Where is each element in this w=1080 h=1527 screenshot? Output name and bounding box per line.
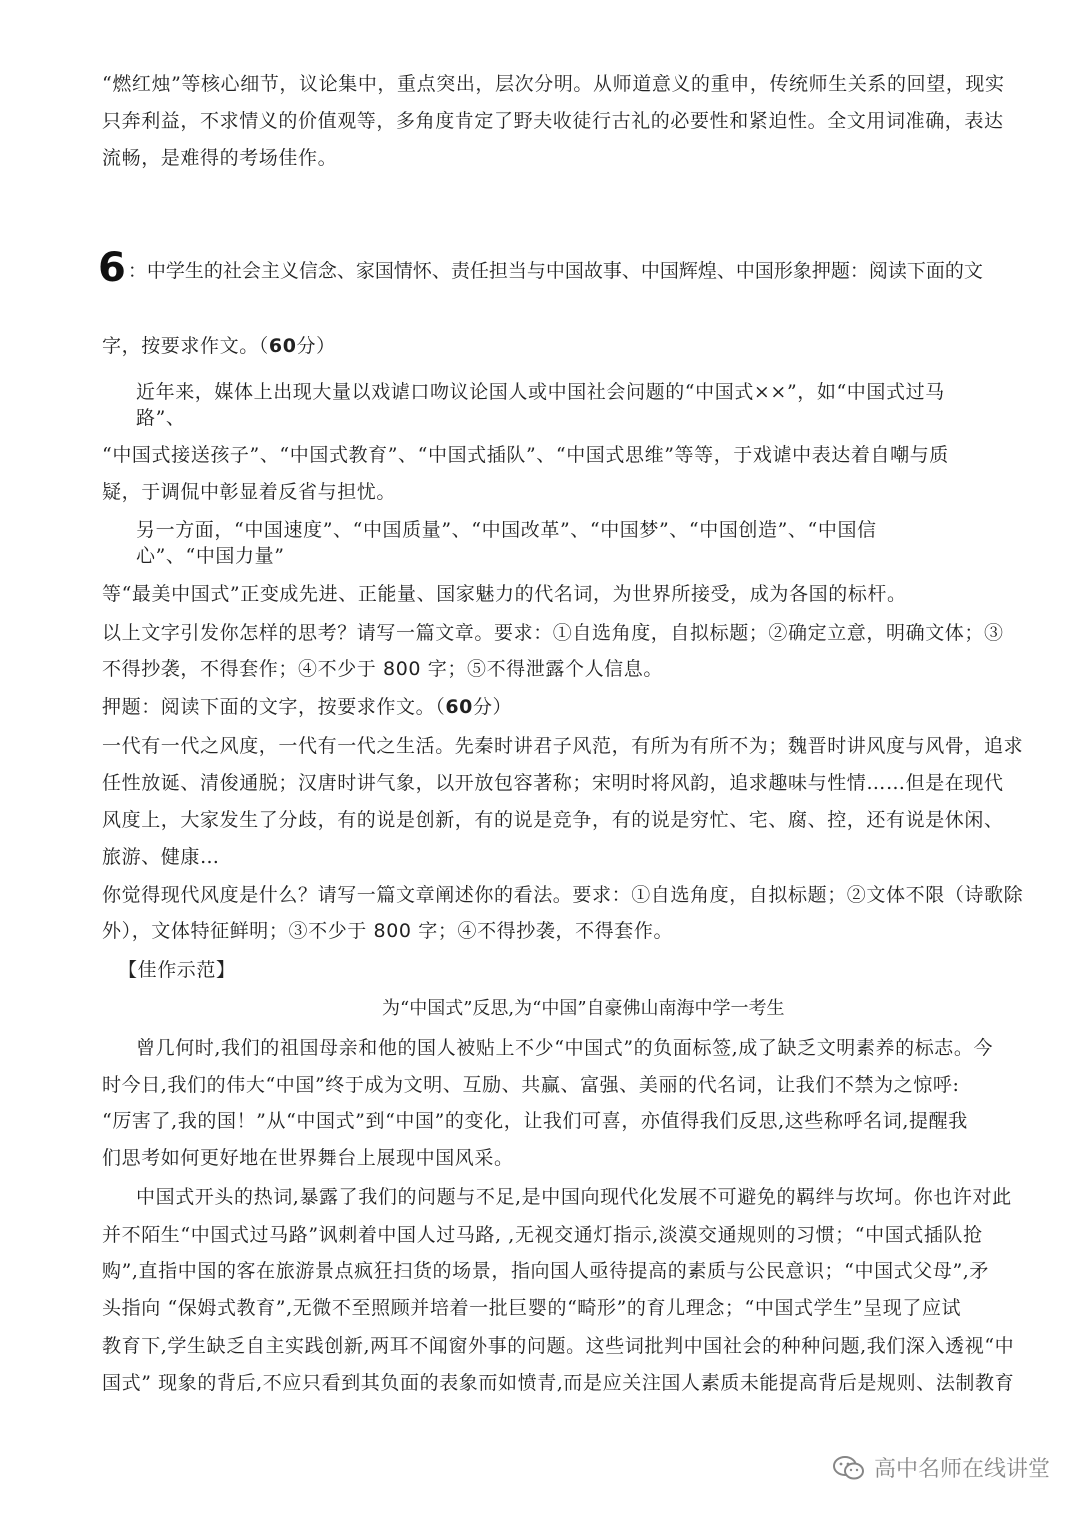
question-heading-cont — [102, 333, 336, 359]
requirement-line: 以上文字引发你怎样的思考？请写一篇文章。要求：①自选角度，自拟标题；②确定立意，明确文体；③ — [102, 622, 1004, 644]
essay-line: 购”,直指中国的客在旅游景点疯狂扫货的场景，指向国人亟待提高的素质与公民意识；“中国式父母”,矛 — [102, 1260, 990, 1282]
essay-line: 们思考如何更好地在世界舞台上展现中国风采。 — [102, 1147, 514, 1169]
material-line: 疑，于调侃中彰显着反省与担忧。 — [102, 481, 397, 503]
word-count: 800 — [373, 920, 412, 942]
requirement-line: 你觉得现代风度是什么？请写一篇文章阐述你的看法。要求：①自选角度，自拟标题；②文体不限（诗歌除 — [102, 884, 1024, 906]
sample-label: 【佳作示范】 — [118, 959, 236, 981]
question-number: 6 — [98, 245, 126, 291]
req-text: 字；④不得抄袭，不得套作。 — [411, 920, 674, 942]
req-text: 不得抄袭，不得套作；④不少于 — [102, 658, 384, 680]
essay-line: 头指向 “保姆式教育”,无微不至照顾并培着一批巨婴的“畸形”的育儿理念；“中国式学生”呈现了应试 — [102, 1297, 962, 1319]
material-line: 等“最美中国式”正变成先进、正能量、国家魅力的代名词，为世界所接受，成为各国的标杆。 — [102, 583, 907, 605]
second-prompt-line: 旅游、健康… — [102, 846, 220, 868]
req-text: 字；⑤不得泄露个人信息。 — [421, 658, 663, 680]
requirement-line — [102, 656, 663, 682]
score-unit: 分） — [296, 335, 336, 357]
wechat-icon — [832, 1455, 866, 1481]
question-heading-text: ：中学生的社会主义信念、家国情怀、责任担当与中国故事、中国辉煌、中国形象押题：阅读下面的文 — [127, 260, 983, 282]
comment-line: “燃红烛”等核心细节，议论集中，重点突出，层次分明。从师道意义的重申，传统师生关系的回望，现实 — [102, 73, 1005, 95]
essay-line: 时今日,我们的伟大“中国”终于成为文明、互励、共赢、富强、美丽的代名词，让我们不禁为之惊呼: — [102, 1074, 960, 1096]
material-line: 心”、“中国力量” — [136, 545, 285, 567]
material-line: 另一方面，“中国速度”、“中国质量”、“中国改革”、“中国梦”、“中国创造”、“中国信 — [136, 519, 877, 541]
essay-line: 中国式开头的热词,暴露了我们的问题与不足,是中国向现代化发展不可避免的羁绊与坎坷。你也许对此 — [136, 1186, 1012, 1208]
score-value: 60 — [445, 696, 473, 718]
second-prompt-line: 一代有一代之风度，一代有一代之生活。先秦时讲君子风范，有所为有所不为；魏晋时讲风度与风骨，追求 — [102, 735, 1024, 757]
score-value: 60 — [268, 335, 297, 357]
essay-line: “厉害了,我的国！”从“中国式”到“中国”的变化，让我们可喜，亦值得我们反思,这些称呼名词,提醒我 — [102, 1110, 968, 1132]
essay-title: 为“中国式”反思,为“中国”自豪佛山南海中学一考生 — [382, 998, 785, 1019]
material-line: “中国式接送孩子”、“中国式教育”、“中国式插队”、“中国式思维”等等，于戏谑中表达着自嘲与质 — [102, 444, 949, 466]
question-line2: 字，按要求作文。（ — [102, 335, 269, 357]
question-heading — [98, 246, 983, 293]
material-line: 近年来，媒体上出现大量以戏谑口吻议论国人或中国社会问题的“中国式××”，如“中国式过马 — [136, 381, 945, 403]
watermark-text: 高中名师在线讲堂 — [873, 1457, 1050, 1482]
intro-text: 分） — [472, 696, 513, 718]
second-prompt-intro — [102, 694, 512, 720]
req-text: 外），文体特征鲜明；③不少于 — [102, 920, 374, 942]
second-prompt-line: 任性放诞、清俊通脱；汉唐时讲气象，以开放包容著称；宋明时将风韵，追求趣味与性情……但是在现代 — [102, 772, 1004, 794]
essay-line: 曾几何时,我们的祖国母亲和他的国人被贴上不少“中国式”的负面标签,成了缺乏文明素养的标志。今 — [136, 1037, 994, 1059]
requirement-line — [102, 918, 673, 944]
watermark — [832, 1452, 1050, 1483]
material-line: 路”、 — [136, 407, 186, 429]
word-count: 800 — [383, 658, 422, 680]
intro-text: 押题：阅读下面的文字，按要求作文。（ — [102, 696, 446, 718]
essay-line: 并不陌生“中国式过马路”讽刺着中国人过马路, ,无视交通灯指示,淡漠交通规则的习惯；“中国式插队抢 — [102, 1224, 983, 1246]
essay-line: 教育下,学生缺乏自主实践创新,两耳不闻窗外事的问题。这些词批判中国社会的种种问题,我们深入透视“中 — [102, 1335, 1015, 1357]
essay-line: 国式” 现象的背后,不应只看到其负面的表象而如愤青,而是应关注国人素质未能提高背后是规则、法制教育 — [102, 1372, 1015, 1394]
comment-line: 只奔利益，不求情义的价值观等，多角度肯定了野夫收徒行古礼的必要性和紧迫性。全文用词准确，表达 — [102, 110, 1004, 132]
comment-line: 流畅，是难得的考场佳作。 — [102, 147, 338, 169]
second-prompt-line: 风度上，大家发生了分歧，有的说是创新，有的说是竞争，有的说是穷忙、宅、腐、控，还有说是休闲、 — [102, 809, 1004, 831]
